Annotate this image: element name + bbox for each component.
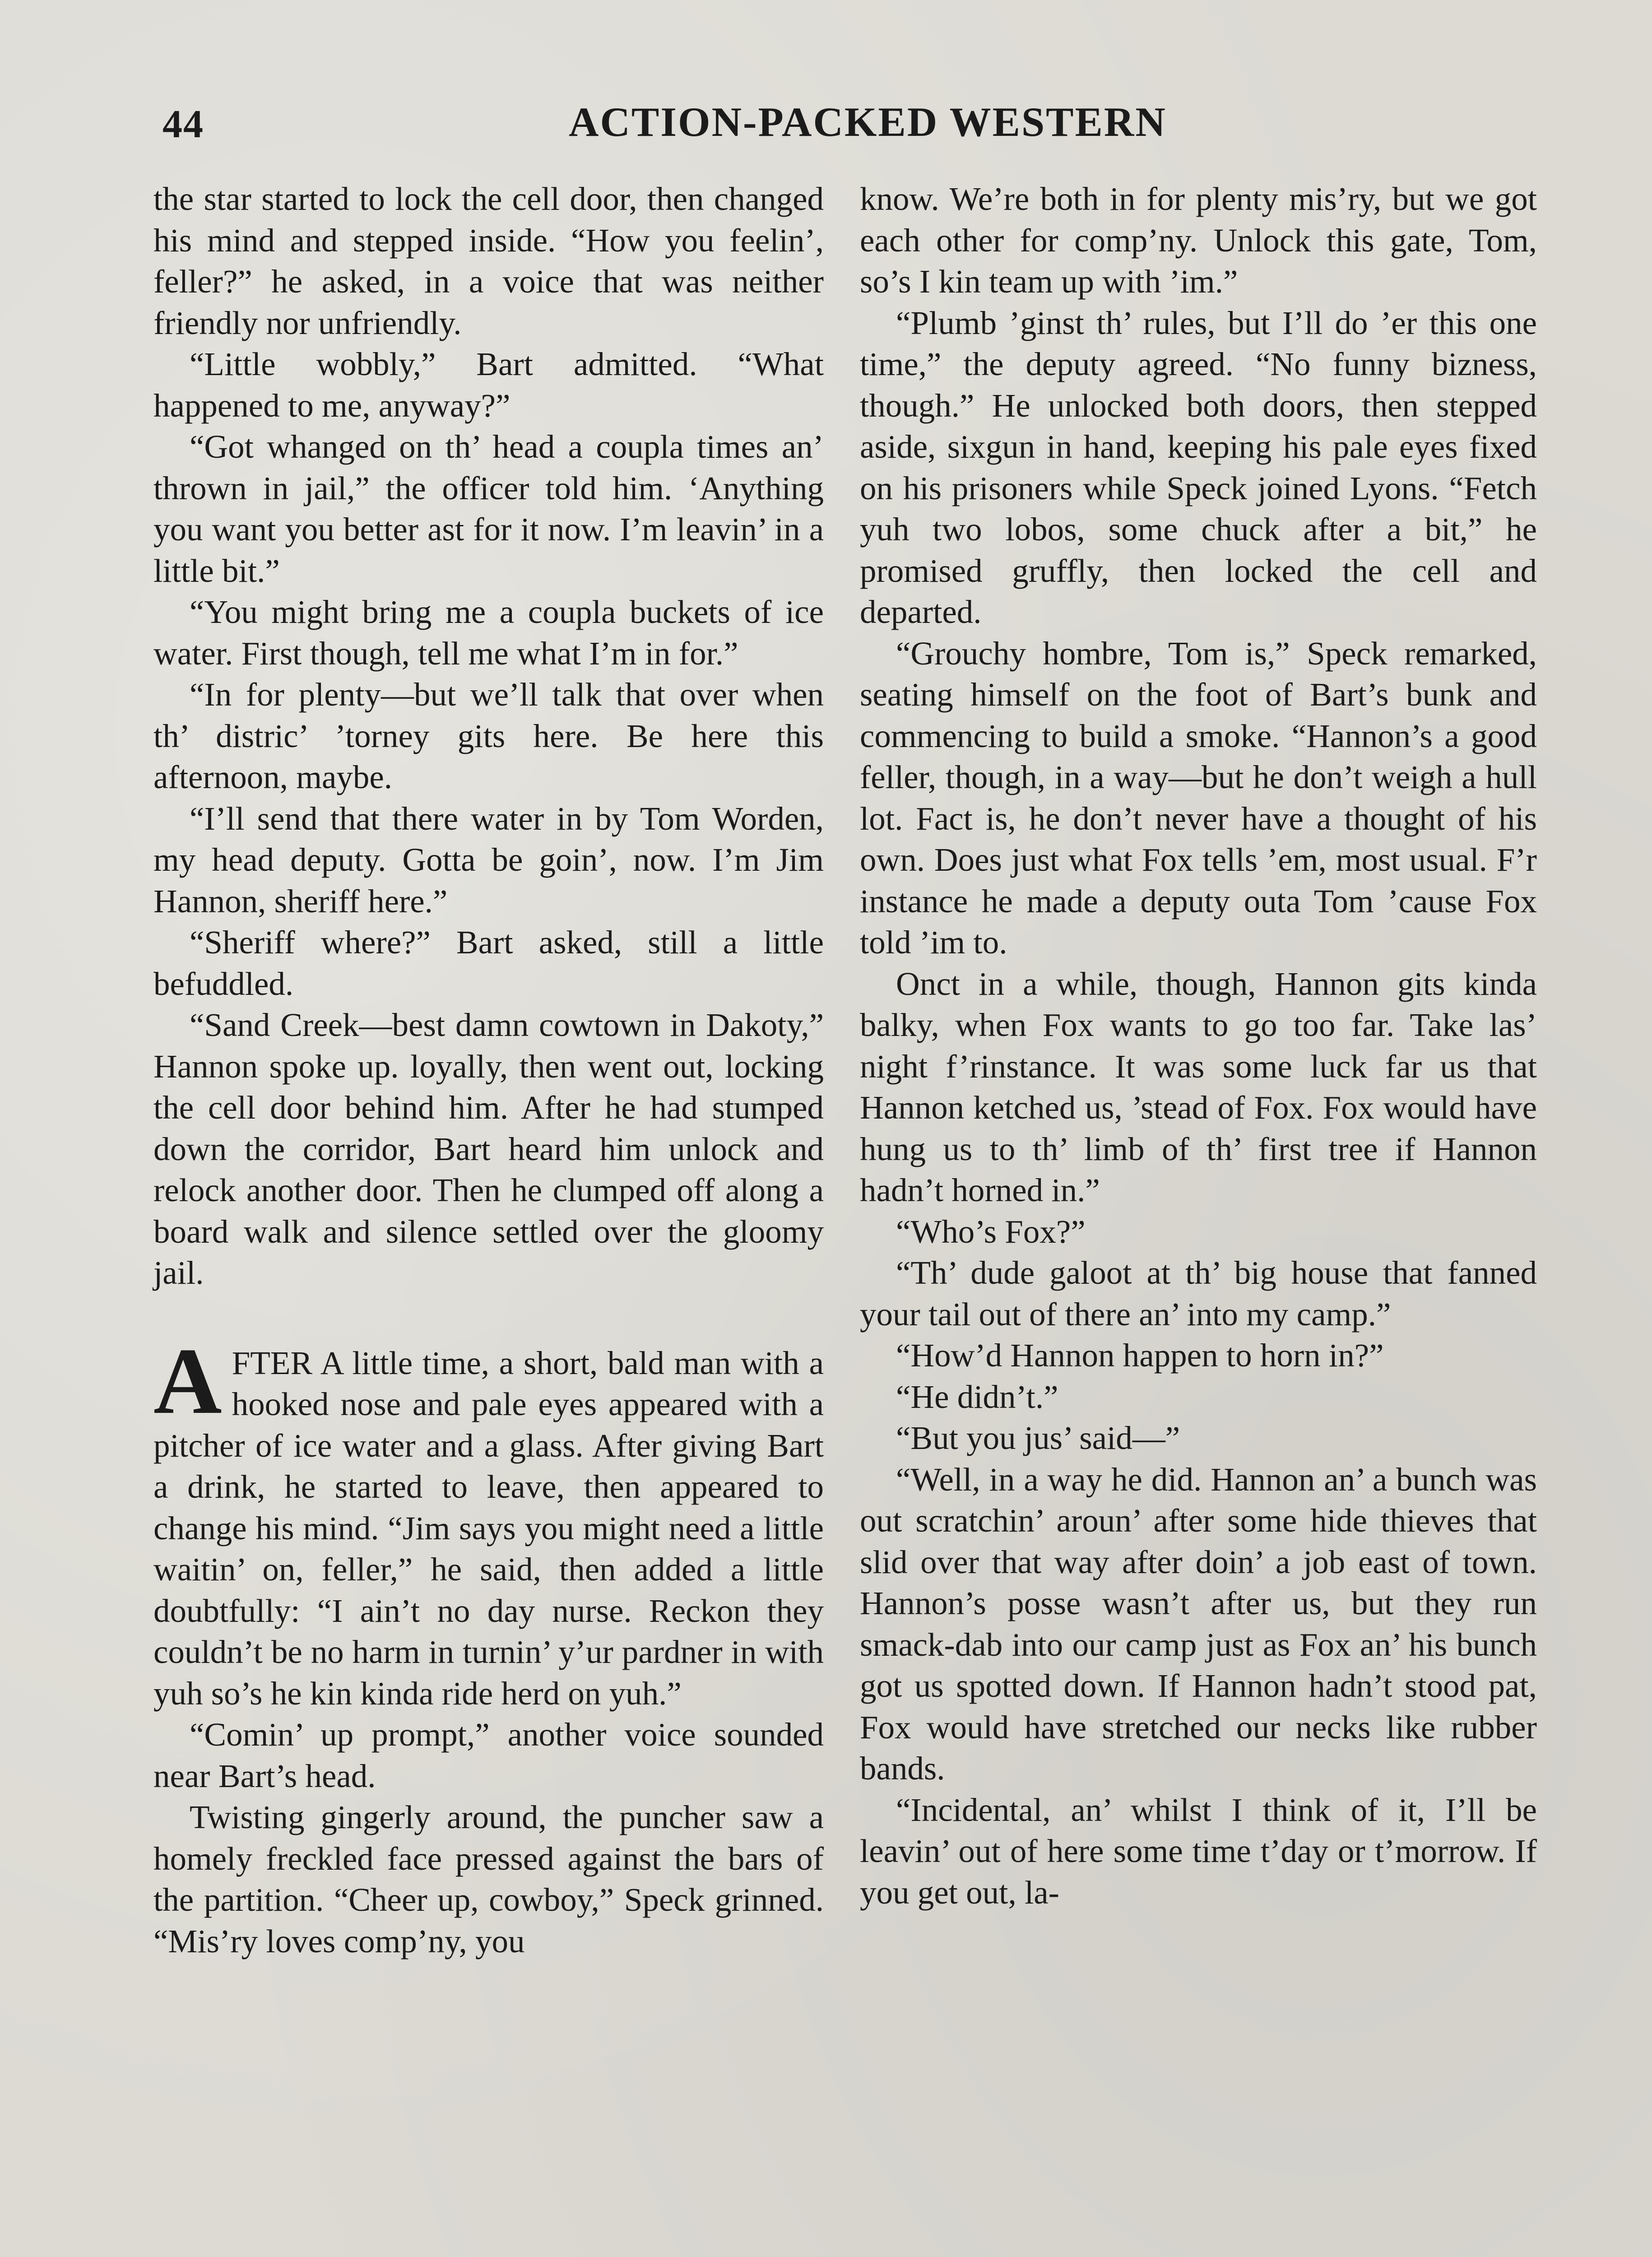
paragraph: “In for plenty—but we’ll talk that over when th’ distric’ ’torney gits here. Be here this afternoon, maybe. [153, 676, 824, 795]
section-break [153, 1294, 824, 1342]
page-number: 44 [162, 102, 204, 146]
right-column [860, 178, 1537, 1913]
paragraph: “Got whanged on th’ head a coupla times an’ thrown in jail,” the officer told him. ‘Anything you want you better ast for it now. I’m leavin’ in a little bit.” [153, 428, 824, 589]
paragraph: “He didn’t.” [896, 1378, 1058, 1415]
paragraph: “Well, in a way he did. Hannon an’ a bunch was out scratchin’ aroun’ after some hide thieves that slid over that way after doin’ a job east of town. Hannon’s posse wasn’t after us, but they run smack-dab into our camp just as Fox an’ his bunch got us spotted down. If Hannon hadn’t stood pat, Fox would have stretched our necks like rubber bands. [860, 1461, 1537, 1787]
paragraph: “Plumb ’ginst th’ rules, but I’ll do ’er this one time,” the deputy agreed. “No funny bizness, though.” He unlocked both doors, then stepped aside, sixgun in hand, keeping his pale eyes fixed on his prisoners while Speck joined Lyons. “Fetch yuh two lobos, some chuck after a bit,” he promised gruffly, then locked the cell and departed. [860, 304, 1537, 630]
paragraph: “Incidental, an’ whilst I think of it, I’ll be leavin’ out of here some time t’day or t’morrow. If you get out, la- [860, 1791, 1537, 1911]
running-head: ACTION-PACKED WESTERN [569, 99, 1167, 145]
paragraph-text: A little time, a short, bald man with a hooked nose and pale eyes appeared with a pitcher of ice water and a glass. After giving Bart a drink, he started to leave, then appeared to change his mind. “Jim says you might need a little waitin’ on, feller,” he said, then added a little doubtfully: “I ain’t no day nurse. Reckon they couldn’t be no harm in turnin’ y’ur pardner in with yuh so’s he kin kinda ride herd on yuh.” [153, 1344, 824, 1712]
drop-cap-paragraph [153, 1328, 824, 1714]
paragraph: “Th’ dude galoot at th’ big house that fanned your tail out of there an’ into my camp.” [860, 1254, 1537, 1333]
paragraph: know. We’re both in for plenty mis’ry, but we got each other for comp’ny. Unlock this gate, Tom, so’s I kin team up with ’im.” [860, 181, 1537, 300]
page-header [162, 93, 1526, 156]
paragraph: “Comin’ up prompt,” another voice sounded near Bart’s head. [153, 1716, 824, 1794]
paragraph: “Grouchy hombre, Tom is,” Speck remarked, seating himself on the foot of Bart’s bunk and commencing to build a smoke. “Hannon’s a good feller, though, in a way—but he don’t weigh a hull lot. Fact is, he don’t never have a thought of his own. Does just what Fox tells ’em, most usual. F’r instance he made a deputy outa Tom ’cause Fox told ’im to. [860, 635, 1537, 961]
paragraph: “How’d Hannon happen to horn in?” [896, 1337, 1384, 1374]
paragraph: “You might bring me a coupla buckets of ice water. First though, tell me what I’m in for.” [153, 594, 824, 672]
paragraph: the star started to lock the cell door, then changed his mind and stepped inside. “How you feelin’, feller?” he asked, in a voice that was neither friendly nor unfriendly. [153, 181, 824, 341]
paragraph: Onct in a while, though, Hannon gits kinda balky, when Fox wants to go too far. Take las’ night f’rinstance. It was some luck far us that Hannon ketched us, ’stead of Fox. Fox would have hung us to th’ limb of th’ first tree if Hannon hadn’t horned in.” [860, 965, 1537, 1208]
paragraph: “I’ll send that there water in by Tom Worden, my head deputy. Gotta be goin’, now. I’m Jim Hannon, sheriff here.” [153, 800, 824, 920]
paragraph: “But you jus’ said—” [896, 1420, 1180, 1456]
paragraph: “Who’s Fox?” [896, 1213, 1086, 1250]
paragraph: “Sand Creek—best damn cowtown in Dakoty,” Hannon spoke up. loyally, then went out, locking the cell door behind him. After he had stumped down the corridor, Bart heard him unlock and relock another door. Then he clumped off along a board walk and silence settled over the gloomy jail. [153, 1007, 824, 1291]
drop-cap: A [153, 1328, 222, 1434]
paragraph: “Little wobbly,” Bart admitted. “What happened to me, anyway?” [153, 346, 824, 424]
left-column [153, 178, 824, 1962]
lead-in: FTER [232, 1344, 313, 1381]
paragraph: Twisting gingerly around, the puncher saw a homely freckled face pressed against the bars of the partition. “Cheer up, cowboy,” Speck grinned. “Mis’ry loves comp’ny, you [153, 1799, 824, 1960]
paragraph: “Sheriff where?” Bart asked, still a little befuddled. [153, 924, 824, 1002]
